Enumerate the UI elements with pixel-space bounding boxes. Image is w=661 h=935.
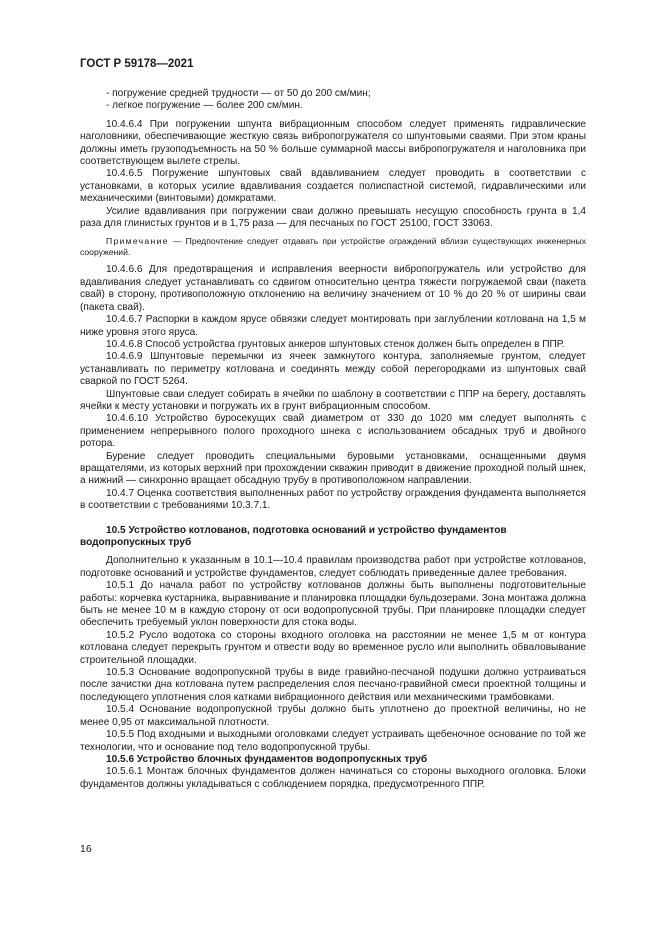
clause-10-4-7: 10.4.7 Оценка соответствия выполненных работ по устройству ограждения фундамента выполняется в соответствии с требованиями 10.3.7.1. (80, 487, 586, 512)
clause-10-4-6-9: 10.4.6.9 Шпунтовые перемычки из ячеек замкнутого контура, заполняемые грунтом, следует устанавливать по периметру котлована и соединять между собой перегородками из шпунтовых свай сваркой по ГОСТ 5264. (80, 351, 586, 388)
paragraph-drilling: Бурение следует проводить специальными буровыми установками, оснащенными двумя вращателями, из которых верхний при прохождении скважин приводит в движение проходной полый шнек, а нижний — синхронно вращает обсадную трубу в противоположном направлении. (80, 450, 586, 487)
clause-10-5-4: 10.5.4 Основание водопропускной трубы должно быть уплотнено до проектной величины, но не менее 0,95 от максимальной плотности. (80, 704, 586, 728)
clause-10-5-2: 10.5.2 Русло водотока со стороны входного оголовка на расстоянии не менее 1,5 м от контура котлована следует перекрыть грунтом и отвести воду во временное русло или выполнить обваловывание строительной площадки. (80, 629, 586, 666)
clause-10-4-6-7: 10.4.6.7 Распорки в каждом ярусе обвязки следует монтировать при заглублении котлована на 1,5 м ниже уровня этого яруса. (80, 314, 586, 338)
page-number: 16 (80, 843, 92, 855)
clause-10-5-6-1: 10.5.6.1 Монтаж блочных фундаментов должен начинаться со стороны выходного оголовка. Блоки фундаментов должны укладываться с соблюдением порядка, предусмотренного ППР. (80, 766, 586, 790)
section-heading-10-5: 10.5 Устройство котлованов, подготовка оснований и устройство фундаментов водопропускных труб (80, 524, 507, 548)
paragraph-sheet-pile-cells: Шпунтовые сваи следует собирать в ячейки по шаблону в соответствии с ППР на берегу, доставлять ячейки к месту установки и погружать их в грунт вибрационным способом. (80, 388, 586, 412)
list-item-medium-driving: - погружение средней трудности — от 50 до 200 см/мин; (106, 88, 371, 99)
subsection-heading-10-5-6: 10.5.6 Устройство блочных фундаментов водопропускных труб (106, 753, 428, 765)
section-10-5-intro: Дополнительно к указанным в 10.1—10.4 правилам производства работ при устройстве котлованов, подготовке оснований и устройстве фундаментов, следует соблюдать приведенные далее требования. (80, 555, 586, 579)
standard-header: ГОСТ Р 59178—2021 (80, 58, 194, 70)
clause-10-4-6-6: 10.4.6.6 Для предотвращения и исправления веерности вибропогружатель или устройство для вдавливания следует устанавливать со сдвигом относительно центра тяжести погружаемой сваи (пакета свай) в сторону, противоположную отклонению на величину значением от 10 % до 20 % от ширины сваи (пакета свай). (80, 264, 586, 313)
note-label: Примечание (106, 236, 169, 247)
document-body (80, 88, 586, 791)
note (80, 236, 586, 258)
clause-10-4-6-8: 10.4.6.8 Способ устройства грунтовых анкеров шпунтовых стенок должен быть определен в ППР. (106, 338, 565, 350)
clause-10-4-6-4: 10.4.6.4 При погружении шпунта вибрационным способом следует применять гидравлические наголовники, обеспечивающие жесткую связь вибропогружателя со шпунтовыми сваями. При этом краны должны иметь грузоподъемность на 50 % больше суммарной массы вибропогружателя и наголовника при соответствующем вылете стрелы. (80, 118, 586, 168)
clause-10-4-6-10: 10.4.6.10 Устройство буросекущих свай диаметром от 330 до 1020 мм следует выполнять с применением непрерывного полого проходного шнека с использованием обсадных труб и двойного ротора. (80, 413, 586, 450)
clause-10-4-6-5: 10.4.6.5 Погружение шпунтовых свай вдавливанием следует проводить в соответствии с установками, в которых усилие вдавливания создается полиспастной системой, гидравлическими или механическими (винтовыми) домкратами. (80, 168, 586, 205)
paragraph-pressing-force: Усилие вдавливания при погружении сваи должно превышать несущую способность грунта в 1,4 раза для глинистых грунтов и в 1,75 раза — для песчаных по ГОСТ 25100, ГОСТ 33063. (80, 205, 586, 230)
clause-10-5-1: 10.5.1 До начала работ по устройству котлованов должны быть выполнены подготовительные работы: корчевка кустарника, выравнивание и планировка площадки бульдозерами. Зона монтажа должна быть не менее 10 м в каждую сторону от оси водопропускной трубы. При планировке площадки следует обеспечить требуемый уклон поверхности для стока воды. (80, 580, 586, 629)
clause-10-5-3: 10.5.3 Основание водопропускной трубы в виде гравийно-песчаной подушки должно устраиваться после зачистки дна котлована путем распределения слоя песчано-гравийной смеси проектной толщины и последующего уплотнения слоя катками вибрационного действия или механическими трамбовками. (80, 667, 586, 703)
clause-10-5-5: 10.5.5 Под входными и выходными оголовками следует устраивать щебеночное основание по той же технологии, что и основание под тело водопропускной трубы. (80, 729, 586, 753)
list-item-easy-driving: - легкое погружение — более 200 см/мин. (106, 100, 303, 112)
note-text: — Предпочтение следует отдавать при устройстве ограждений вблизи существующих инженерных сооружений. (80, 236, 586, 258)
